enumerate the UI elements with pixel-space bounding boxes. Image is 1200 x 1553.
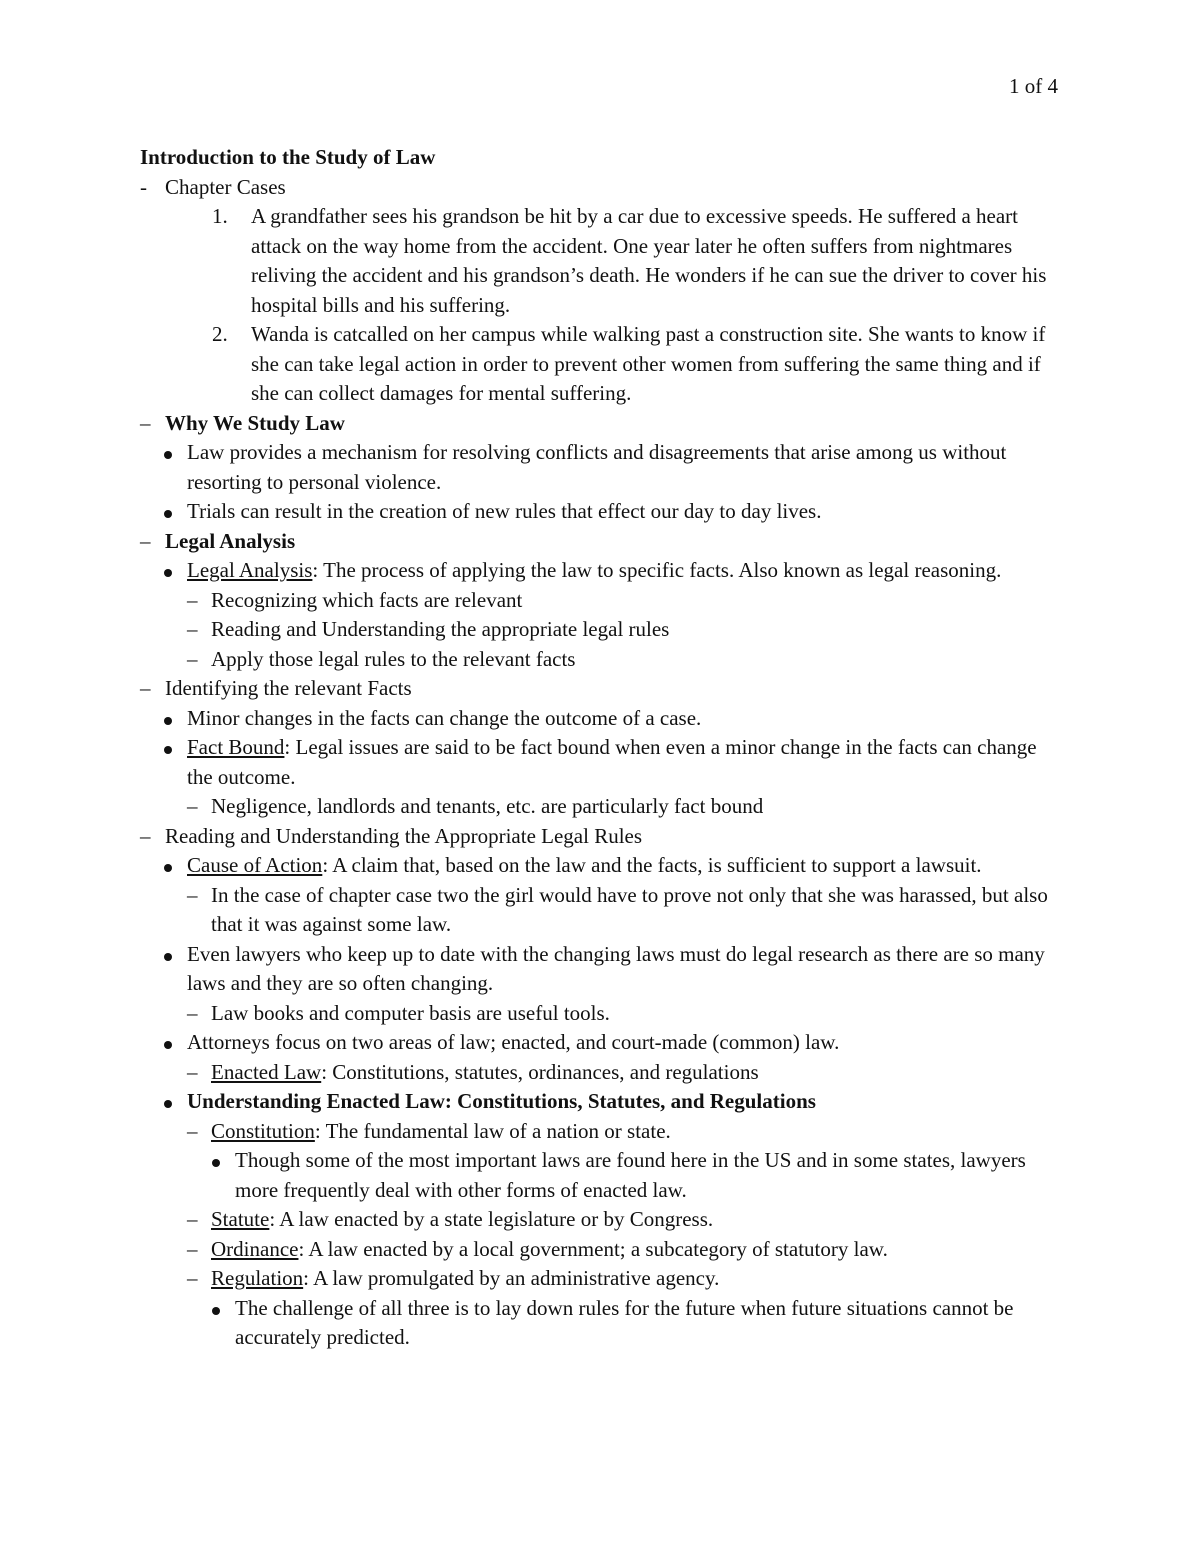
list-item bbox=[140, 202, 1050, 320]
list-item bbox=[140, 173, 1050, 203]
definition: : A claim that, based on the law and the facts, is sufficient to support a lawsuit. bbox=[322, 853, 982, 877]
list-item bbox=[140, 792, 1050, 822]
definition: : The process of applying the law to specific facts. Also known as legal reasoning. bbox=[312, 558, 1002, 582]
list-item bbox=[140, 1264, 1050, 1294]
list-text: The challenge of all three is to lay down rules for the future when future situations cannot be accurately predicted. bbox=[235, 1295, 1014, 1349]
dash-marker: - bbox=[140, 174, 147, 199]
page-number: 1 of 4 bbox=[1009, 74, 1058, 98]
list-item bbox=[140, 999, 1050, 1029]
list-item bbox=[140, 527, 1050, 557]
dash-marker: – bbox=[187, 617, 198, 641]
bullet-icon bbox=[164, 940, 172, 970]
list-item bbox=[140, 1087, 1050, 1117]
definition: : A law enacted by a state legislature or by Congress. bbox=[269, 1207, 714, 1231]
dash-marker: – bbox=[187, 1118, 198, 1143]
dash-marker: – bbox=[187, 1000, 198, 1025]
bullet-icon bbox=[212, 1146, 220, 1176]
bullet-icon bbox=[164, 851, 172, 881]
list-item bbox=[140, 497, 1050, 527]
list-item bbox=[140, 320, 1050, 409]
list-item bbox=[140, 586, 1050, 616]
list-item bbox=[140, 851, 1050, 881]
definition: : A law enacted by a local government; a subcategory of statutory law. bbox=[298, 1236, 888, 1261]
list-item bbox=[140, 438, 1050, 497]
section-heading: Why We Study Law bbox=[165, 410, 345, 435]
list-number: 2. bbox=[212, 322, 228, 346]
list-text: Negligence, landlords and tenants, etc. are particularly fact bound bbox=[211, 794, 764, 818]
term: Statute bbox=[211, 1207, 270, 1231]
list-text: Law books and computer basis are useful tools. bbox=[211, 1000, 610, 1025]
bullet-icon bbox=[164, 497, 172, 527]
term: Constitution bbox=[211, 1118, 315, 1143]
list-item bbox=[140, 704, 1050, 734]
term: Legal Analysis bbox=[187, 558, 313, 582]
bullet-icon bbox=[164, 704, 172, 734]
bullet-icon bbox=[164, 1028, 172, 1058]
definition: : The fundamental law of a nation or state. bbox=[314, 1118, 671, 1143]
section-heading: Legal Analysis bbox=[165, 528, 296, 553]
term: Cause of Action bbox=[187, 853, 323, 877]
list-item bbox=[140, 1146, 1050, 1205]
dash-marker: – bbox=[187, 794, 198, 818]
list-text: Attorneys focus on two areas of law; enacted, and court-made (common) law. bbox=[187, 1030, 840, 1054]
list-item bbox=[140, 1058, 1050, 1088]
dash-marker: – bbox=[187, 882, 198, 907]
bullet-icon bbox=[164, 733, 172, 763]
list-item bbox=[140, 822, 1050, 852]
list-text: Minor changes in the facts can change the outcome of a case. bbox=[187, 705, 702, 730]
list-item bbox=[140, 615, 1050, 645]
list-item bbox=[140, 556, 1050, 586]
bullet-icon bbox=[164, 438, 172, 468]
case-text: Wanda is catcalled on her campus while walking past a construction site. She wants to know if she can take legal action in order to prevent other women from suffering the same thing and if she can collect damages for mental suffering. bbox=[251, 322, 1046, 405]
list-item bbox=[140, 733, 1050, 792]
case-text: A grandfather sees his grandson be hit by a car due to excessive speeds. He suffered a heart attack on the way home from the accident. One year later he often suffers from nightmares reliving the accident and his grandson’s death. He wonders if he can sue the driver to cover his hospital bills and his suffering. bbox=[251, 204, 1047, 317]
dash-marker: – bbox=[187, 1266, 198, 1290]
dash-marker: – bbox=[140, 528, 151, 553]
term: Fact Bound bbox=[187, 735, 285, 759]
list-text: Reading and Understanding the appropriate legal rules bbox=[211, 617, 670, 641]
dash-marker: – bbox=[187, 1207, 198, 1231]
list-text: Though some of the most important laws are found here in the US and in some states, lawyers more frequently deal with other forms of enacted law. bbox=[235, 1148, 1026, 1202]
section-heading: Identifying the relevant Facts bbox=[165, 676, 412, 700]
list-item bbox=[140, 1235, 1050, 1265]
list-number: 1. bbox=[212, 204, 228, 228]
term: Enacted Law bbox=[211, 1059, 322, 1084]
dash-marker: – bbox=[187, 1236, 198, 1261]
bullet-icon bbox=[164, 1087, 172, 1117]
list-item bbox=[140, 940, 1050, 999]
list-text: Recognizing which facts are relevant bbox=[211, 587, 523, 612]
document-title: Introduction to the Study of Law bbox=[140, 145, 436, 169]
dash-marker: – bbox=[187, 587, 198, 612]
list-text: Apply those legal rules to the relevant facts bbox=[211, 646, 576, 671]
dash-marker: – bbox=[140, 410, 151, 435]
definition: : A law promulgated by an administrative agency. bbox=[303, 1266, 720, 1290]
bullet-icon bbox=[164, 556, 172, 586]
term: Ordinance bbox=[211, 1236, 299, 1261]
section-heading: Reading and Understanding the Appropriate Legal Rules bbox=[165, 823, 643, 848]
bullet-icon bbox=[212, 1294, 220, 1324]
dash-marker: – bbox=[187, 646, 198, 671]
subsection-heading: Understanding Enacted Law: Constitutions, Statutes, and Regulations bbox=[187, 1089, 816, 1113]
list-text: Even lawyers who keep up to date with the changing laws must do legal research as there are so many laws and they are so often changing. bbox=[187, 941, 1045, 995]
term: Regulation bbox=[211, 1266, 304, 1290]
dash-marker: – bbox=[140, 823, 151, 848]
section-heading: Chapter Cases bbox=[165, 174, 286, 199]
list-item bbox=[140, 674, 1050, 704]
definition: : Legal issues are said to be fact bound when even a minor change in the facts can change the outcome. bbox=[187, 735, 1037, 789]
list-item bbox=[140, 1294, 1050, 1353]
list-text: Law provides a mechanism for resolving conflicts and disagreements that arise among us without resorting to personal violence. bbox=[187, 440, 1007, 494]
list-item bbox=[140, 1205, 1050, 1235]
list-text: In the case of chapter case two the girl would have to prove not only that she was harassed, but also that it was against some law. bbox=[211, 882, 1048, 936]
dash-marker: – bbox=[187, 1059, 198, 1084]
list-item bbox=[140, 1028, 1050, 1058]
definition: : Constitutions, statutes, ordinances, and regulations bbox=[321, 1059, 759, 1084]
list-item bbox=[140, 1117, 1050, 1147]
list-item bbox=[140, 645, 1050, 675]
dash-marker: – bbox=[140, 676, 151, 700]
list-item bbox=[140, 409, 1050, 439]
list-text: Trials can result in the creation of new rules that effect our day to day lives. bbox=[187, 499, 822, 523]
list-item bbox=[140, 881, 1050, 940]
document-body bbox=[140, 143, 1050, 1353]
